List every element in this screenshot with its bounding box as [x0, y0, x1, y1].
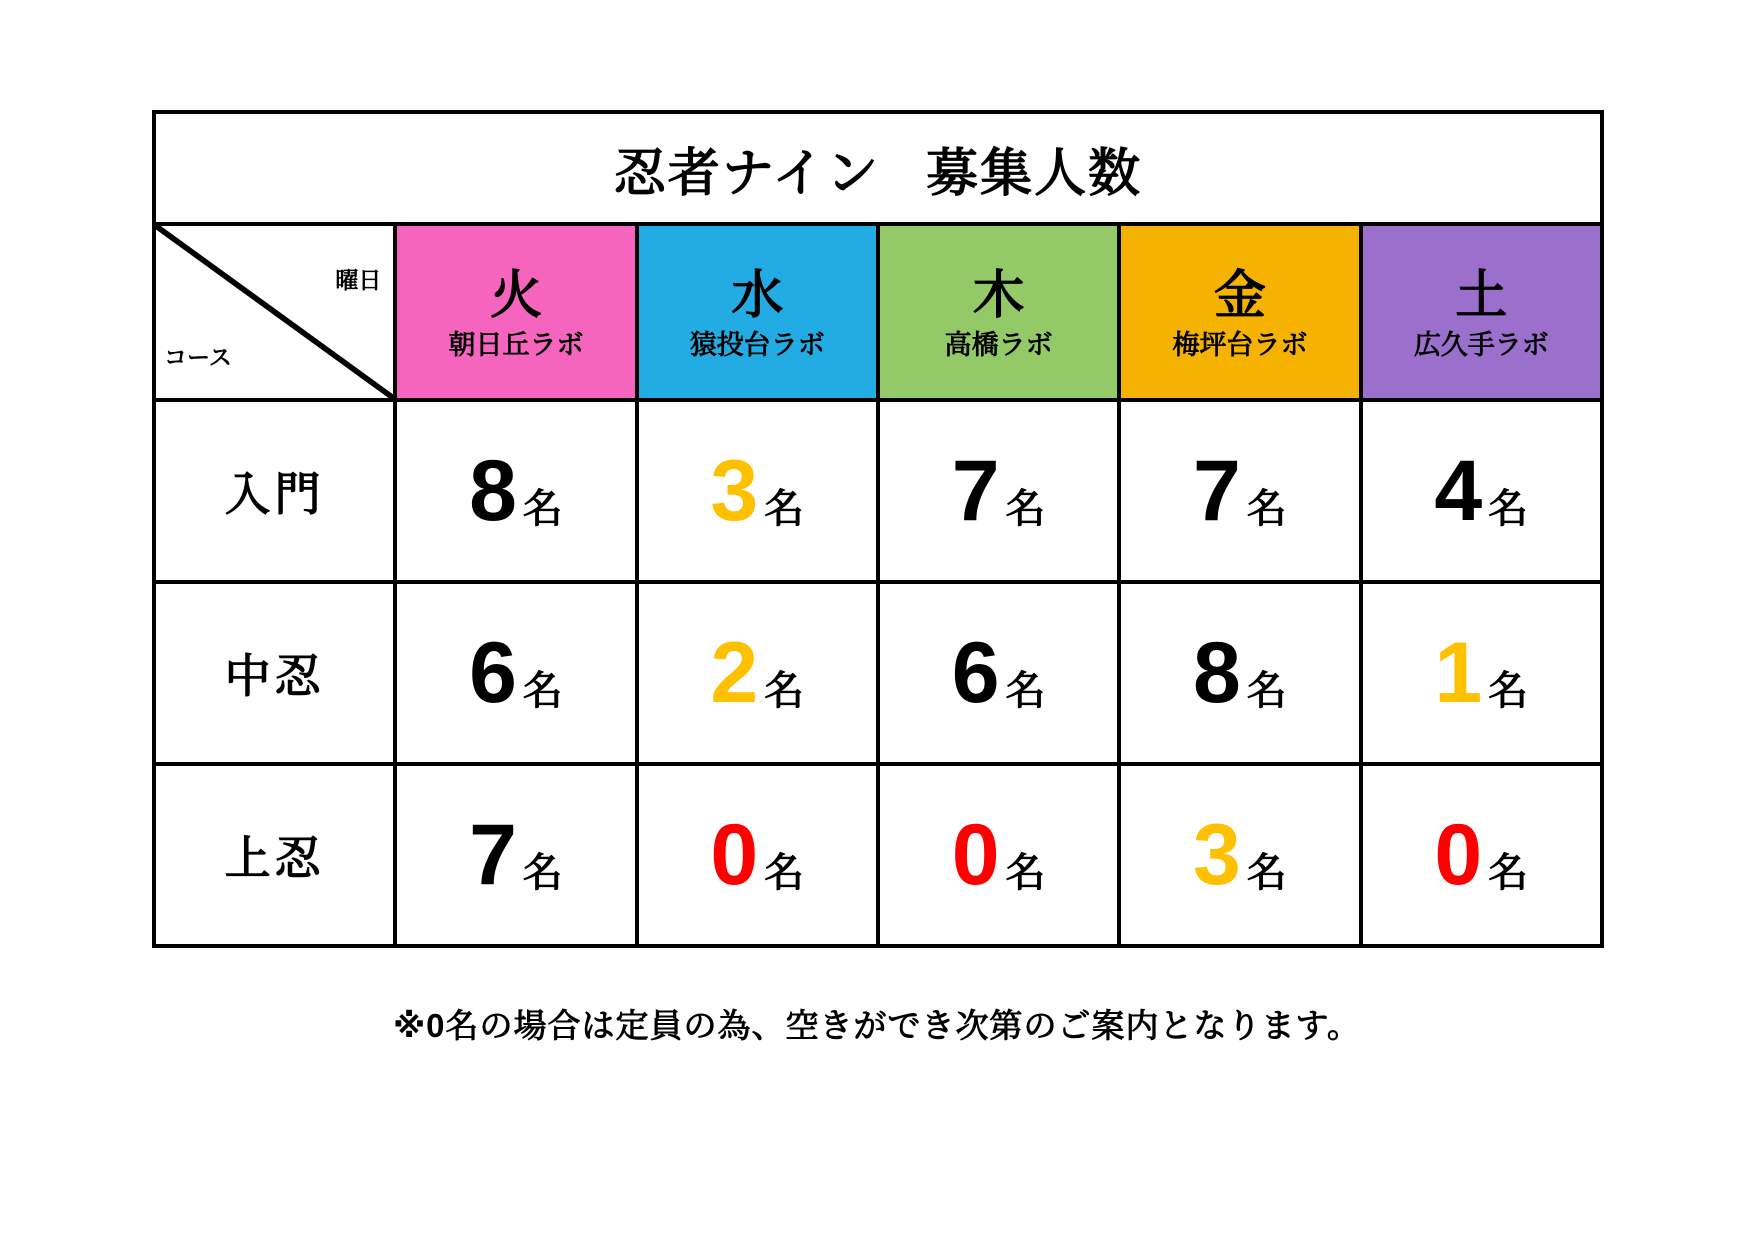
count-unit: 名: [522, 486, 563, 531]
recruitment-table: [152, 110, 1604, 948]
count-value: 1: [1434, 625, 1483, 721]
count-cell-advanced-tuesday: [395, 764, 636, 946]
count-value: 6: [469, 625, 517, 721]
count-cell-intermediate-thursday: [878, 582, 1119, 764]
count-cell-advanced-wednesday: [637, 764, 878, 946]
count-cell-advanced-friday: [1119, 764, 1360, 946]
count-unit: 名: [522, 850, 563, 895]
day-name: 水: [731, 266, 784, 325]
column-header-saturday: [1361, 224, 1602, 400]
count-value: 7: [1193, 443, 1241, 539]
count-unit: 名: [1488, 850, 1529, 895]
count-value: 0: [951, 807, 1000, 903]
count-cell-intermediate-wednesday: [637, 582, 878, 764]
column-header-friday: [1119, 224, 1360, 400]
count-cell-intermediate-tuesday: [395, 582, 636, 764]
day-name: 木: [972, 266, 1025, 325]
column-header-tuesday: [395, 224, 636, 400]
day-name: 火: [489, 266, 542, 325]
footnote-text: ※0名の場合は定員の為、空きができ次第のご案内となります。: [393, 1007, 1361, 1044]
column-header-wednesday: [637, 224, 878, 400]
count-value: 2: [710, 625, 759, 721]
title-main: 忍者ナイン: [613, 144, 881, 203]
count-cell-beginner-saturday: [1361, 400, 1602, 582]
count-value: 8: [469, 443, 517, 539]
course-label-intermediate: 中忍: [154, 582, 395, 764]
count-value: 4: [1434, 443, 1483, 539]
count-cell-advanced-saturday: [1361, 764, 1602, 946]
count-cell-beginner-thursday: [878, 400, 1119, 582]
count-value: 6: [951, 625, 1000, 721]
count-cell-advanced-thursday: [878, 764, 1119, 946]
count-unit: 名: [1005, 668, 1046, 713]
lab-name: 広久手ラボ: [1413, 330, 1549, 361]
count-cell-intermediate-saturday: [1361, 582, 1602, 764]
count-cell-beginner-friday: [1119, 400, 1360, 582]
lab-name: 猿投台ラボ: [689, 330, 825, 361]
table-header-row: [154, 224, 1602, 400]
count-value: 0: [1434, 807, 1483, 903]
table-row: [154, 764, 1602, 946]
title-suffix: 募集人数: [926, 144, 1143, 203]
count-unit: 名: [1005, 486, 1046, 531]
count-cell-intermediate-friday: [1119, 582, 1360, 764]
count-unit: 名: [1005, 850, 1046, 895]
count-value: 3: [1193, 807, 1241, 903]
corner-course-label: コース: [164, 344, 232, 370]
column-header-thursday: [878, 224, 1119, 400]
corner-header-cell: [154, 224, 395, 400]
count-value: 7: [951, 443, 1000, 539]
lab-name: 朝日丘ラボ: [448, 330, 584, 361]
table-row: [154, 582, 1602, 764]
day-name: 土: [1455, 266, 1508, 325]
count-unit: 名: [1488, 486, 1529, 531]
count-unit: 名: [522, 668, 563, 713]
count-value: 7: [469, 807, 517, 903]
corner-day-label: 曜日: [335, 267, 382, 293]
course-label-advanced: 上忍: [154, 764, 395, 946]
count-unit: 名: [764, 668, 805, 713]
count-unit: 名: [1246, 850, 1287, 895]
schedule-table-wrapper: [152, 110, 1604, 948]
table-row: [154, 400, 1602, 582]
count-value: 8: [1193, 625, 1241, 721]
diagonal-divider-icon: [156, 226, 393, 398]
lab-name: 高橋ラボ: [944, 330, 1053, 361]
count-unit: 名: [764, 486, 805, 531]
table-title-row: [154, 112, 1602, 224]
lab-name: 梅坪台ラボ: [1172, 330, 1308, 361]
count-unit: 名: [1488, 668, 1529, 713]
count-unit: 名: [1246, 668, 1287, 713]
count-value: 3: [710, 443, 759, 539]
count-unit: 名: [764, 850, 805, 895]
count-unit: 名: [1246, 486, 1287, 531]
count-cell-beginner-wednesday: [637, 400, 878, 582]
course-label-beginner: 入門: [154, 400, 395, 582]
page-title: [154, 112, 1602, 224]
day-name: 金: [1213, 266, 1266, 325]
count-cell-beginner-tuesday: [395, 400, 636, 582]
count-value: 0: [710, 807, 759, 903]
